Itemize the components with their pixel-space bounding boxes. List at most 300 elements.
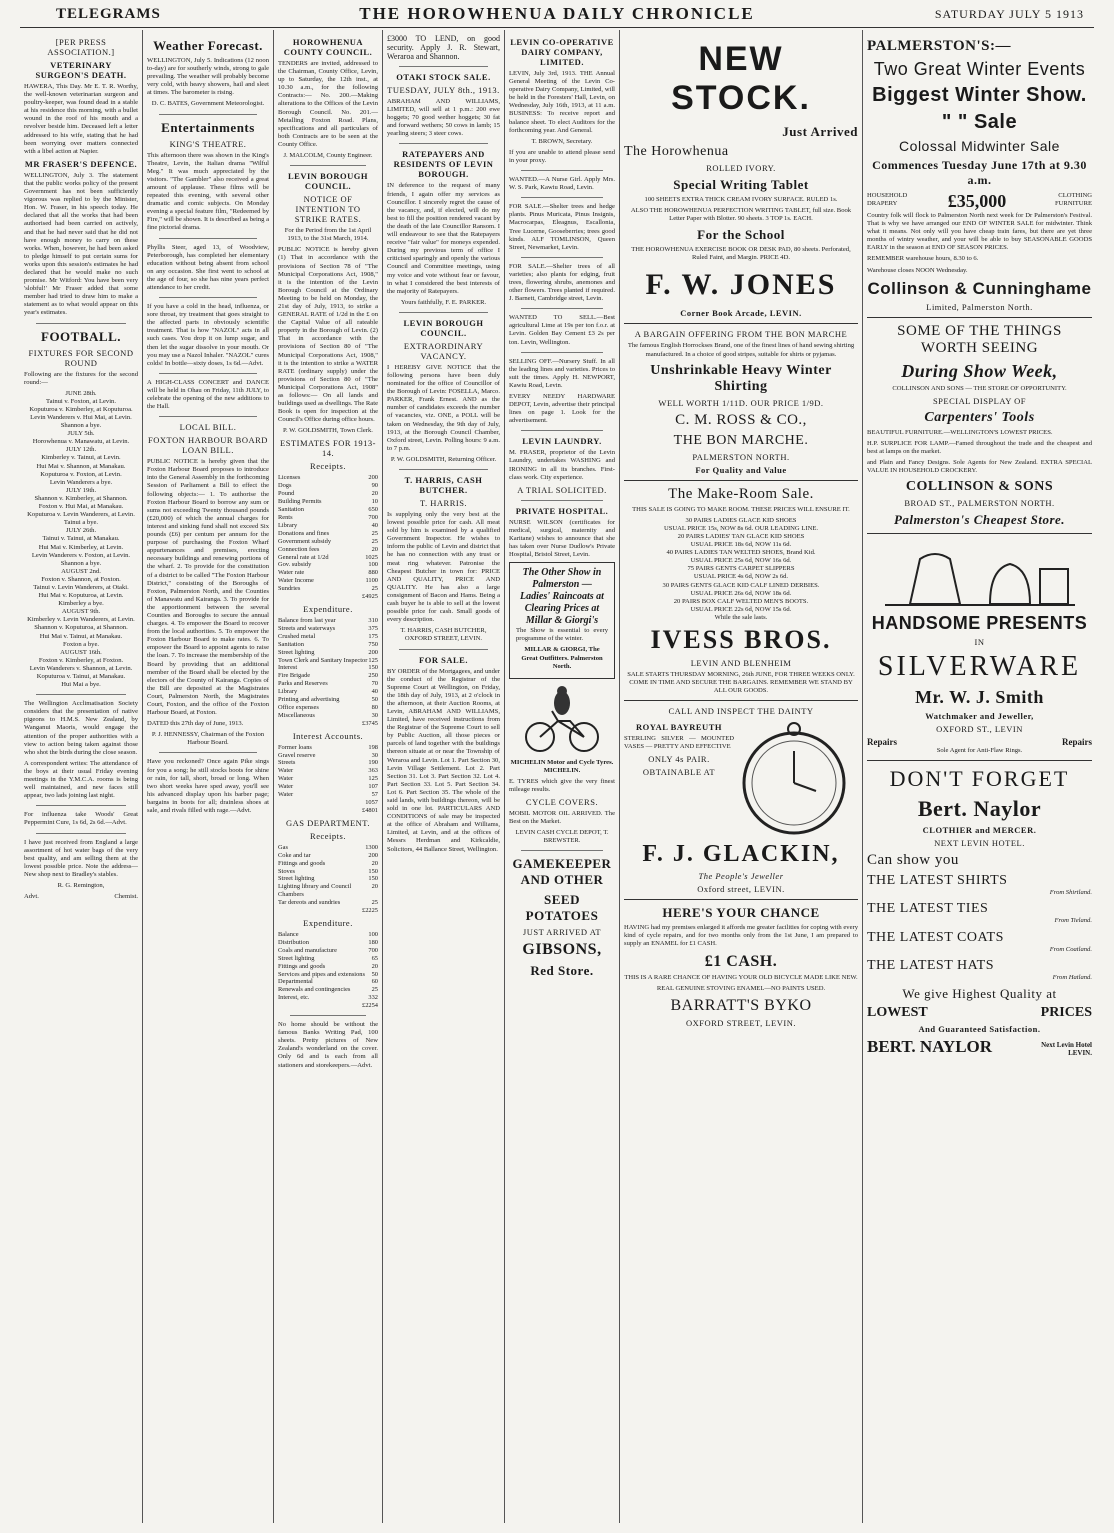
- sole-agent-text: Sole Agent for Anti-Flaw Rings.: [936, 747, 1023, 755]
- dairy-note: If you are unable to attend please send in your proxy.: [509, 148, 615, 164]
- stock-amount: £35,000: [947, 191, 1007, 211]
- ivess-text: SALE STARTS THURSDAY MORNING, 26th JUNE, FOR THREE WEEKS ONLY. COME IN TIME AND SECURE THE BARGAINS. REMEMBER WE STAND BY ALL OUR GOODS.: [627, 670, 855, 695]
- interest-heading: Interest Accounts.: [292, 730, 364, 741]
- article-text: A correspondent writes: The attendance of the boys at their usual Friday evening meetings in the Y.M.C.A. rooms is being well maintained, and new faces still appear, two lads joining last night.: [24, 759, 138, 800]
- divider: [36, 833, 126, 834]
- fixture: Hui Mai v. Koputuroa, at Levin.: [38, 592, 124, 600]
- dont-forget-heading: DON'T FORGET: [889, 766, 1070, 792]
- column-divider: [619, 30, 620, 1523]
- ratepayers-signature: Yours faithfully, F. E. PARKER.: [400, 298, 487, 306]
- cash-text: £1 CASH.: [704, 952, 778, 970]
- article-heading: VETERINARY SURGEON'S DEATH.: [35, 60, 127, 80]
- list-item: 30 PAIRS LADIES GLACE KID SHOES: [685, 516, 797, 524]
- barratt-address: OXFORD STREET, LEVIN.: [686, 1017, 796, 1028]
- fixture: Foxton a bye.: [62, 640, 100, 648]
- jones-name: F. W. JONES: [645, 268, 837, 302]
- coats-line: THE LATEST COATS: [867, 929, 1004, 945]
- clock-illustration: [734, 719, 854, 839]
- repairs-row: [867, 737, 1092, 747]
- rolled-text: ROLLED IVORY.: [706, 163, 776, 173]
- weather-text: WELLINGTON, July 5. Indications (12 noon to-day) are for southerly winds, strong to gale prevailing. The weather will probably become very cold, with heavy showers, hail and sleet at times. The barometer is rising.: [147, 57, 269, 97]
- biggest-show: Biggest Winter Show.: [872, 84, 1087, 106]
- bon-location: PALMERSTON NORTH.: [692, 451, 790, 462]
- two-events: Two Great Winter Events: [873, 59, 1086, 79]
- divider: [867, 317, 1092, 318]
- lamp-text: H.P. SURPLICE FOR LAMP.—Famed throughout the trade and the cheapest and best at lamps on the market.: [867, 439, 1092, 455]
- fixture: Hui Mai v. Shannon, at Manakau.: [36, 462, 126, 470]
- divider: [521, 430, 603, 431]
- foxton-notice: PUBLIC NOTICE is hereby given that the Foxton Harbour Board proposes to introduce into the General Assembly in the forthcoming Session of Parliament a Bill to effect the following objects:— 1. To authorise the Foxton Harbour Board to borrow any sum or sums not exceeding Twenty thousand pounds (£20,000) of which the annual charges for interest and sinking fund shall not exceed Six pounds (£6) per centum per annum for the purpose of purchasing the Foxton Wharf appurtenances and premises, erecting necessary buildings and renewing portions of the wharf. 2. To provide for the constitution of a district to be called "The Foxton Harbour District," consisting of the Boroughs of Foxton, Palmerston North, and the Counties of Manawatu and Kairanga. 3. To provide for the apportionment between the several Counties and Boroughs to secure the annual charges. 4. To empower the Board to recover from the local authorities. 5. To empower the Foxton Harbour Board to make rates. 6. To empower the Board to appoint agents to raise the loan. 7. To increase the membership of the Board by providing that an additional member of the Board shall be elected by the electors of the County of Kairanga. Copies of the Bill are deposited at the Magistrates Court, Palmerston North, the Magistrates Court, Foxton, and the office of the Foxton Harbour Board, at Foxton.: [147, 458, 269, 717]
- classified-ad: WANTED TO SELL.—Best agricultural Lime at 19s per ton f.o.r. at Levin. Golden Bay Cement £3 2s per ton. Levin, Wellington.: [509, 314, 615, 346]
- gas-expenditure-table: [278, 931, 378, 1010]
- table-total: £2254: [362, 1002, 378, 1010]
- department-label: HOUSEHOLD DRAPERY: [867, 191, 908, 207]
- article-text: This afternoon there was shown in the King's Theatre, Levin, the Italian drama "Wilful Meg." It was much appreciated by the visitors. "The Gambler" also received a great amount of applause. These films will be repeated this evening, with several other dramatic and comic subjects. On Monday evening a special feature film, "Redeemed by Fire," will be shown. It is described as being a fine pictorial drama.: [147, 151, 269, 232]
- table-row: Water 107: [278, 783, 378, 791]
- table-total: £4801: [362, 806, 378, 814]
- ivess-location: LEVIN AND BLENHEIM: [690, 657, 792, 668]
- table-total: £4925: [362, 593, 378, 601]
- table-row: Printing and advertising 50: [278, 696, 378, 704]
- table-row: Balance 100: [278, 930, 378, 938]
- ties-origin: From Tieland.: [1054, 917, 1092, 925]
- millar-giorgi-ad: [509, 562, 615, 678]
- smith-address: OXFORD ST., LEVIN: [936, 724, 1023, 735]
- table-row: Street lighting 200: [278, 648, 378, 656]
- notice-date: DATED this 27th day of June, 1913.: [147, 720, 244, 728]
- council-heading: HOROWHENUA COUNTY COUNCIL.: [283, 37, 373, 57]
- also-text: ALSO THE HOROWHENUA PERFECTION WRITING TABLET, full size. Book Letter Paper with Blotter. 90 sheets. 3 TOP 1s. EACH.: [630, 207, 852, 223]
- ties-line: THE LATEST TIES: [867, 901, 989, 917]
- list-item: USUAL PRICE 22s 6d, NOW 15s 6d.: [690, 605, 792, 613]
- quality-text: For Quality and Value: [695, 464, 787, 475]
- shirts-line: THE LATEST SHIRTS: [867, 873, 1008, 889]
- chance-heading: HERE'S YOUR CHANCE: [662, 905, 820, 921]
- laundry-trial: A TRIAL SOLICITED.: [517, 484, 607, 495]
- barratt-name: BARRATT'S BYKO: [670, 996, 812, 1014]
- stock-sale-text: ABRAHAM AND WILLIAMS, LIMITED, will sell at 1 p.m.: 200 ewe hoggets; 70 good wether hoggets; 30 fat and forward wethers; 50 cows in lamb; 15 yearling steers; 3 steer cows.: [387, 98, 500, 138]
- fixtures-heading: FIXTURES FOR SECOND ROUND: [28, 347, 134, 368]
- table-total: 1057: [365, 799, 378, 806]
- repairs-label: Repairs: [867, 737, 897, 748]
- weather-heading: Weather Forecast.: [153, 38, 263, 53]
- column-divider: [504, 30, 505, 1523]
- for-sale-text: BY ORDER of the Mortgagees, and under the conduct of the Registrar of the Supreme Court at Wellington, on Friday, the 18th day of July, 1913, at 2 o'clock in the afternoon, at their Auction Rooms, at Levin, ABRAHAM AND WILLIAMS, Limited, have received instructions from the Registrar of the Supreme Court to sell by Public Auction, all those pieces or parcels of land together with the buildings thereon situate at or near the Township of Weraroa and Levin. Lot 1. Part Section 30, Levin Village Settlement. Lot 2. Part Section 31. Lot 3. Part Section 32. Lot 4. Part Section 33. Lot 5. Part Section 34. Lot 6. Part Section 35. The whole of the said lands, with buildings thereon, will be sold in one lot. PARTICULARS AND CONDITIONS of sale may be inspected at the office of Abraham and Williams, Limited, at Levin, and at the offices of Messrs Herdman and Kirkcaldie, Solicitors, 44 Ballance Street, Wellington.: [387, 667, 500, 853]
- divider: [521, 257, 603, 258]
- tools-heading: Carpenters' Tools: [924, 409, 1035, 425]
- lowest-text: LOWEST: [867, 1004, 928, 1020]
- prices-row: [867, 1005, 1092, 1021]
- fixture: Shannon v. Kimberley, at Shannon.: [34, 494, 128, 502]
- divider: [159, 416, 257, 417]
- naylor-footer-name: BERT. NAYLOR: [867, 1036, 993, 1056]
- glackin-ad: [624, 719, 858, 839]
- jug-shape: [990, 564, 1030, 604]
- divider: [521, 197, 603, 198]
- receipts-table: [278, 474, 378, 601]
- levin-footer: LEVIN.: [1068, 1048, 1092, 1057]
- silverware-heading: SILVERWARE: [877, 651, 1082, 683]
- fixture: Levin Wanderers a bye.: [49, 478, 113, 486]
- make-room-intro: THIS SALE IS GOING TO MAKE ROOM. THESE PRICES WILL ENSURE IT.: [632, 505, 850, 513]
- fixture: Koputuroa v. Foxton, at Levin.: [40, 470, 122, 478]
- column-palmerston-ads: [867, 34, 1092, 1524]
- shirts-origin: From Shirtland.: [1049, 889, 1092, 897]
- in-text: IN: [974, 637, 985, 648]
- cycle-covers-heading: CYCLE COVERS.: [525, 797, 599, 808]
- furniture-text: BEAUTIFUL FURNITURE.—WELLINGTON'S LOWEST PRICES.: [867, 428, 1053, 436]
- estimates-heading: ESTIMATES FOR 1913-14.: [280, 438, 376, 459]
- loan-advert: £3000 TO LEND, on good security. Apply J. R. Stewart, Weraroa and Shannon.: [387, 34, 500, 61]
- table-row: Dogs 90: [278, 482, 378, 490]
- divider: [521, 500, 603, 501]
- table-row: Gas 1300: [278, 843, 378, 851]
- cheapest-store: Palmerston's Cheapest Store.: [893, 512, 1066, 528]
- table-row: Interest, etc. 332: [278, 994, 378, 1002]
- fixture: JULY 19th.: [65, 486, 97, 494]
- advert-text: If you have a cold in the head, influenza, or sore throat, try treatment that goes straight to the affected parts in obviously scientific treatment. That is how "NAZOL" acts in all such cases. You drop it on lump sugar, and then let the sugar dissolve in your mouth. Or you may use a Nazol Inhaler. "NAZOL" cures colds! In bottle—sixty doses, 1s 6d.—Advt.: [147, 303, 269, 367]
- advert-footer: [24, 893, 138, 901]
- table-row: Streets 190: [278, 759, 378, 767]
- advert-text: No home should be without the famous Banks Writing Pad, 100 sheets. Pretty pictures of New Zealand's wonderland on the cover. Only 6d and is each from all stationers and storekeepers.—Advt.: [278, 1021, 378, 1069]
- chance-text: HAVING had my premises enlarged it affords me greater facilities for coping with every kind of cycle repairs, and for two months only from the 1st June, I am prepared to supply an ENAMEL for £1 CASH.: [624, 924, 858, 948]
- tenders-notice: TENDERS are invited, addressed to the Chairman, County Office, Levin, up to Saturday, the 12th inst., at 10.30 a.m., for the following Contracts:— No. 200.—Making alterations to the Offices of the Levin Borough Council. No. 201.—Metalling Foxton Road. Plans, specifications and all particulars of both Contracts are to be seen at the County Office.: [278, 60, 378, 148]
- fixture: Hui Mai v. Kimberley, at Levin.: [38, 543, 124, 551]
- laundry-text: M. FRASER, proprietor of the Levin Laundry, undertakes WASHING and IRONING in all its branches. First-class work. City experience.: [509, 449, 615, 481]
- borough-heading: LEVIN BOROUGH COUNCIL.: [403, 317, 484, 338]
- stock-sale-date: TUESDAY, JULY 8th., 1913.: [387, 85, 500, 95]
- divider: [399, 649, 488, 650]
- call-text: CALL AND INSPECT THE DAINTY: [668, 706, 814, 717]
- fixture: Shannon v. Koputuroa, at Shannon.: [34, 624, 128, 632]
- table-row: Pound 20: [278, 490, 378, 498]
- ivess-name: IVESS BROS.: [650, 624, 832, 654]
- shirting-heading: Unshrinkable Heavy Winter Shirting: [650, 362, 832, 394]
- collinson-sons-address: BROAD ST., PALMERSTON NORTH.: [904, 498, 1055, 509]
- horowhenua-text: The Horowhenua: [624, 144, 729, 159]
- column-divider: [142, 30, 143, 1523]
- fixture: AUGUST 9th.: [61, 608, 101, 616]
- fixture: JULY 12th.: [65, 446, 97, 454]
- obtain-text: OBTAINABLE AT: [642, 767, 716, 778]
- list-item: USUAL PRICE 18s 6d, NOW 11s 6d.: [690, 541, 792, 549]
- table-total: £3745: [362, 719, 378, 727]
- fixture: Levin Wanderers v. Foxton, at Levin.: [31, 551, 131, 559]
- fixture: Koputuroa v. Tainui, at Manakau.: [36, 673, 126, 680]
- gibsons-name: GIBSONS,: [522, 941, 602, 959]
- fixture: Tainui a bye.: [63, 519, 99, 527]
- receipts-heading: Receipts.: [310, 461, 346, 472]
- table-row: Renewals and contingencies 25: [278, 986, 378, 994]
- fixture: Kimberley v. Levin Wanderers, at Levin.: [27, 616, 135, 624]
- closing-text: Warehouse closes NOON Wednesday.: [867, 266, 968, 274]
- butcher-text: Is supplying only the very best at the lowest possible price for cash. All meat sold by him is examined by a qualified Government Inspector. He wishes to inform the public of Levin and district that he has no connection with any trust or meat ring whatever. Patronise the Cheapest Butcher in town for: PRICE AND QUALITY, PRICE AND QUALITY. He has also a large consignment of Bacon and Hams. Being a cash buyer he is able to sell at the lowest possible price for cash. Small goods of every description.: [387, 511, 500, 624]
- just-arrived: Just Arrived: [782, 124, 858, 139]
- exercise-text: THE HOROWHENUA EXERCISE BOOK OR DESK PAD, 80 sheets. Perforated, Ruled Faint, and Margin. PRICE 4D.: [631, 246, 851, 262]
- prices-text: PRICES: [1040, 1004, 1092, 1020]
- expenditure-table: [278, 617, 378, 728]
- fixture: Levin Wanderers v. Shannon, at Levin.: [29, 664, 133, 672]
- make-room-heading: The Make-Room Sale.: [668, 485, 814, 502]
- table-row: Former loans 198: [278, 743, 378, 751]
- table-row: Sanitation 650: [278, 506, 378, 514]
- can-show-text: Can show you: [867, 852, 959, 869]
- borough-subheading: NOTICE OF INTENTION TO STRIKE RATES.: [294, 194, 362, 225]
- hotel-footer: Next Levin Hotel: [1041, 1040, 1092, 1049]
- divider: [624, 323, 858, 324]
- divider: [521, 352, 603, 353]
- tyres-text: E. TYRES which give the very finest mileage results.: [509, 777, 615, 793]
- table-row: Lighting library and Council Chambers 20: [278, 883, 378, 899]
- table-row: Coals and manufacture 700: [278, 946, 378, 954]
- fixture: Hui Mai a bye.: [61, 681, 101, 689]
- fixture: Tainui v. Foxton, at Levin.: [46, 397, 116, 405]
- table-row: Gov. subsidy 100: [278, 561, 378, 569]
- notice-signature: P. J. HENNESSY, Chairman of the Foxton Harbour Board.: [151, 731, 265, 747]
- sale-list: [624, 517, 858, 614]
- red-store: Red Store.: [530, 963, 594, 979]
- ross-name: C. M. ROSS & CO.,: [675, 411, 807, 428]
- figure-head: [557, 686, 567, 696]
- fixtures-list: [24, 390, 138, 689]
- table-row: General rate at 1/2d 1025: [278, 553, 378, 561]
- table-row: Connection fees 20: [278, 545, 378, 553]
- advert-label: Advt.: [24, 893, 39, 901]
- gamekeeper-heading: GAMEKEEPER AND OTHER: [512, 856, 612, 888]
- column-divider: [862, 30, 863, 1523]
- advert-label: Chemist.: [114, 893, 138, 901]
- glackin-address: Oxford street, LEVIN.: [697, 884, 785, 895]
- dairy-heading: LEVIN CO-OPERATIVE DAIRY COMPANY, LIMITED.: [510, 37, 614, 67]
- borough-heading: LEVIN BOROUGH COUNCIL.: [288, 171, 368, 192]
- display-text: SPECIAL DISPLAY OF: [932, 395, 1027, 406]
- classified-ad: FOR SALE.—Shelter trees and hedge plants. Pinus Muricata, Pinus Insignis, Macrocarpas, Eleagnus, Escallonia, Tree Lucerne, Gooseberries; trees good kinds. ALF TOMLINSON, Queen Street, Newmarket, Levin.: [509, 203, 615, 251]
- table-row: Stoves 150: [278, 867, 378, 875]
- divider: [36, 323, 126, 324]
- column-divider: [382, 30, 383, 1523]
- quality-line: We give Highest Quality at: [902, 985, 1057, 1001]
- collinson-location: Limited, Palmerston North.: [926, 301, 1033, 312]
- fixture: Tainui v. Tainui, at Manakau.: [42, 535, 120, 543]
- table-row: Library 40: [278, 521, 378, 529]
- naylor-name: Bert. Naylor: [917, 796, 1042, 822]
- presents-heading: HANDSOME PRESENTS: [871, 613, 1088, 634]
- hours-text: REMEMBER warehouse hours, 8.30 to 6.: [867, 255, 979, 263]
- divider: [159, 373, 257, 374]
- table-row: Water 125: [278, 775, 378, 783]
- fixtures-intro: Following are the fixtures for the second round:—: [24, 370, 138, 386]
- cup-shape: [1040, 569, 1068, 604]
- table-total: £2225: [362, 907, 378, 915]
- divider: [867, 533, 1092, 534]
- football-heading: FOOTBALL.: [41, 328, 121, 344]
- palmerston-heading: PALMERSTON'S:—: [867, 38, 1011, 54]
- for-sale-heading: FOR SALE.: [419, 654, 468, 665]
- table-row: Balance from last year 310: [278, 616, 378, 624]
- divider: [159, 114, 257, 115]
- silverware-illustration: [880, 539, 1080, 609]
- divider: [521, 308, 603, 309]
- column-notices: [387, 34, 500, 1524]
- rare-text: THIS IS A RARE CHANCE OF HAVING YOUR OLD BICYCLE MADE LIKE NEW.: [624, 973, 858, 981]
- arrived-text: JUST ARRIVED AT: [522, 927, 602, 938]
- table-row: Coke and tar 200: [278, 851, 378, 859]
- divider: [399, 469, 488, 470]
- gas-heading: GAS DEPARTMENT.: [286, 817, 370, 828]
- weather-signature: D. C. BATES, Government Meteorologist.: [151, 100, 265, 108]
- fixture: Foxton v. Kimberley, at Foxton.: [38, 656, 124, 664]
- some-things-heading: SOME OF THE THINGS WORTH SEEING: [897, 322, 1062, 356]
- bicycle-illustration: [522, 685, 602, 755]
- advert-text: Have you reckoned? Once again Pike sings for you a song; he still stocks boots for shine or rain, for tall, short, broad or long. When two short weeks have sped away, you'll see his advanced display upon his barber page; bargains in boots for all; drainless shoes at sale, and rivals filled with rage.—Advt.: [147, 758, 269, 815]
- list-item: 30 PAIRS GENTS GLACE KID CALF LINED DERBIES.: [662, 581, 820, 589]
- clock-hand: [794, 783, 816, 791]
- divider: [521, 170, 603, 171]
- smith-name: Mr. W. J. Smith: [915, 687, 1044, 708]
- table-row: Street lighting 65: [278, 954, 378, 962]
- ratepayers-heading: RATEPAYERS AND RESIDENTS OF LEVIN BOROUGH.: [393, 149, 494, 180]
- interest-table: [278, 744, 378, 815]
- departments-row: [867, 191, 1092, 212]
- fixture: Shannon a bye.: [60, 559, 102, 567]
- newspaper-title: THE HOROWHENUA DAILY CHRONICLE: [359, 4, 755, 23]
- column-council: [278, 34, 378, 1524]
- table-row: Sanitation 750: [278, 640, 378, 648]
- article-text: Phyllis Steer, aged 13, of Woodview, Peterborough, has completed her elementary education without being absent from school on any occasion. She first went to school at the age of four, so she has nine years perfect attendance to her credit.: [147, 243, 269, 291]
- fixture: Koputuroa v. Kimberley, at Koputuroa.: [29, 405, 133, 413]
- table-row: Licenses 200: [278, 474, 378, 482]
- fixture: Levin Wanderers v. Hui Mai, at Levin.: [30, 414, 132, 421]
- sale-text: Country folk will flock to Palmerston North next week for Dr Palmerston's Festival. That is why we have arranged our END OF WINTER SALE for midwinter. Think what it means. Not only will you have cheap train fares, but there are yet three months of wintry weather, and your will be able to buy SEASONABLE GOODS EARLY in the season at END OF SEASON PRICES.: [867, 212, 1092, 252]
- table-row: Fittings and goods 20: [278, 859, 378, 867]
- glackin-name: F. J. GLACKIN,: [642, 841, 840, 868]
- list-item: USUAL PRICE 15s, NOW 8s 6d. OUR LEADING LINE.: [663, 524, 819, 532]
- butcher-name: T. HARRIS.: [419, 498, 468, 508]
- fixture: Kimberley a bye.: [58, 600, 104, 608]
- gas-expenditure-heading: Expenditure.: [303, 917, 353, 928]
- naylor-footer: [867, 1037, 1092, 1057]
- fixture: Foxton v. Shannon, at Foxton.: [41, 575, 121, 583]
- fixture: Koputuroa v. Levin Wanderers, at Levin.: [27, 511, 135, 519]
- table-row: Parks and Reserves 70: [278, 680, 378, 688]
- article-heading: MR FRASER'S DEFENCE.: [24, 158, 138, 169]
- divider: [36, 805, 126, 806]
- jones-address: Corner Book Arcade, LEVIN.: [680, 308, 802, 319]
- repairs-label: Repairs: [1062, 737, 1092, 748]
- divider: [867, 760, 1092, 761]
- hospital-heading: PRIVATE HOSPITAL.: [515, 505, 609, 516]
- advert-text: For influenza take Woods' Great Peppermint Cure, 1s 6d, 2s 6d.—Advt.: [24, 811, 138, 827]
- classified-ad: EVERY NEEDY HARDWARE DEPOT, Levin, advertise their principal lines on page 1. Look for the advertisement.: [509, 393, 615, 425]
- oil-text: MOBIL MOTOR OIL ARRIVED. The Best on the Market.: [509, 810, 615, 826]
- article-text: The Wellington Acclimatisation Society considers that the presentation of native pigeons to H.M.S. New Zealand, by Wanganui Maoris, would engage the attention of the proper authorities with a view to action being taken against those who shot the birds during the close season.: [24, 700, 138, 756]
- colossal-heading: Colossal Midwinter Sale: [899, 138, 1060, 154]
- divider: [159, 238, 257, 239]
- column-telegrams: [24, 34, 138, 1524]
- ad-text: The Show is essential to every programme of the winter.: [516, 627, 608, 643]
- collinson-sons-text: COLLINSON AND SONS — THE STORE OF OPPORTUNITY.: [892, 384, 1067, 392]
- table-row: Street lighting 150: [278, 875, 378, 883]
- table-row: Rents 700: [278, 514, 378, 521]
- theatre-heading: KING'S THEATRE.: [169, 138, 247, 149]
- commences-text: Commences Tuesday June 17th at 9.30 a.m.: [872, 158, 1087, 187]
- table-row: Distribution 180: [278, 938, 378, 946]
- borough-signature: P. W. GOLDSMITH, Town Clerk.: [283, 427, 373, 435]
- issue-date: SATURDAY JULY 5 1913: [934, 7, 1084, 21]
- borough-period: For the Period from the 1st April 1913, to the 31st March, 1914.: [284, 227, 372, 243]
- masthead: [0, 0, 1114, 26]
- coats-origin: From Coatland.: [1049, 945, 1092, 953]
- table-row: Building Permits 10: [278, 498, 378, 506]
- clothier-text: CLOTHIER and MERCER.: [922, 825, 1037, 836]
- list-item: 20 PAIRS BOX CALF WELTED MEN'S BOOTS.: [673, 597, 809, 605]
- table-row: Departmental 60: [278, 978, 378, 986]
- fixture: Foxton v. Hui Mai, at Manakau.: [38, 503, 124, 511]
- show-week-heading: During Show Week,: [901, 360, 1058, 381]
- sterling-text: STERLING SILVER — MOUNTED VASES — PRETTY AND EFFECTIVE: [624, 735, 734, 751]
- column-weather: [147, 34, 269, 1524]
- table-row: Water 363: [278, 767, 378, 775]
- special-heading: Special Writing Tablet: [673, 177, 809, 192]
- hats-line: THE LATEST HATS: [867, 957, 995, 973]
- butcher-heading: T. HARRIS, CASH BUTCHER.: [404, 475, 483, 495]
- table-row: Office expenses 80: [278, 703, 378, 711]
- gas-table: [278, 844, 378, 915]
- bargain-text: The famous English Horrockses Brand, one of the finest lines of hand sewing shirting manufactured. In a choice of good stripes, suitable for shirts or pyjamas.: [627, 342, 855, 358]
- divider: [624, 700, 858, 701]
- table-row: Gravel reserve 30: [278, 751, 378, 759]
- table-row: Tar dereots and sundries 25: [278, 899, 378, 907]
- laundry-heading: LEVIN LAUNDRY.: [522, 436, 602, 447]
- fixture: Tainui v. Levin Wanderers, at Otaki.: [33, 583, 129, 591]
- divider: [399, 143, 488, 144]
- depot-name: LEVIN CASH CYCLE DEPOT, T. BREWSTER.: [515, 829, 609, 845]
- table-row: Fire Brigade 250: [278, 672, 378, 680]
- butcher-signature: T. HARRIS, CASH BUTCHER, OXFORD STREET, LEVIN.: [400, 627, 487, 643]
- fixture: Kimberley v. Tainui, at Levin.: [41, 454, 121, 462]
- divider: [159, 752, 257, 753]
- bon-marche: THE BON MARCHE.: [673, 432, 809, 448]
- seed-heading: SEED POTATOES: [525, 892, 599, 924]
- teapot-shape: [910, 554, 960, 604]
- divider: [159, 297, 257, 298]
- worth-text: WELL WORTH 1/11D. OUR PRICE 1/9D.: [658, 397, 824, 408]
- collinson-sons-name: COLLINSON & SONS: [905, 479, 1054, 495]
- list-item: USUAL PRICE 4s 6d, NOW 2s 6d.: [693, 573, 789, 581]
- school-heading: For the School: [697, 227, 785, 243]
- vacancy-heading: EXTRAORDINARY VACANCY.: [403, 340, 484, 361]
- list-item: 20 PAIRS LADIES' TAN GLACE KID SHOES: [677, 532, 805, 540]
- fixture: AUGUST 16th.: [60, 648, 102, 656]
- stove-text: REAL GENUINE STOVING ENAMEL—NO PAINTS USED.: [656, 984, 826, 992]
- divider: [36, 694, 126, 695]
- divider: [521, 850, 603, 851]
- article-text: HAWERA, This Day. Mr E. T. R. Worthy, the well-known veterinarian surgeon and poultry-keeper, was found dead in a stable at his residence this morning, with a bullet wound in the roof of his mouth and a revolver beside him. Deceased left a letter addressed to his wife, stating that he had been worrying over matters connected with a libel action at Napier.: [24, 83, 138, 155]
- local-bill-heading: LOCAL BILL.: [179, 422, 237, 433]
- raincoat-headline: The Other Show in Palmerston — Ladies' Raincoats at Clearing Prices at Millar & Giorgi's: [520, 567, 604, 627]
- divider: [399, 312, 488, 313]
- table-row: Library 40: [278, 688, 378, 696]
- masthead-rule: [20, 27, 1094, 28]
- list-item: USUAL PRICE 25s 6d, NOW 16s 6d.: [690, 557, 792, 565]
- classified-ad: WANTED.—A Nurse Girl. Apply Mrs. W. S. Park, Kawiu Road, Levin.: [509, 176, 615, 192]
- table-row: Interest 150: [278, 664, 378, 672]
- list-item: 75 PAIRS GENTS CARPET SLIPPERS: [687, 565, 795, 573]
- department-label: CLOTHING FURNITURE: [1055, 191, 1092, 207]
- bargain-heading: A BARGAIN OFFERING FROM THE BON MARCHE: [634, 329, 848, 340]
- vacancy-text: I HEREBY GIVE NOTICE that the following persons have been duly nominated for the office of Councillor of the Borough of Levin: FOSELLA, Marco. PARKER, Frank Ernest. AND as the number of candidates exceeds the number of vacancies, viz. ONE, a POLL will be taken on Wednesday, the 9th day of July, 1913, at the Borough Council Chamber, Oxford street, Levin. Polling hours: 9 a.m. to 7 p.m.: [387, 363, 500, 452]
- gas-receipts-heading: Receipts.: [310, 830, 346, 841]
